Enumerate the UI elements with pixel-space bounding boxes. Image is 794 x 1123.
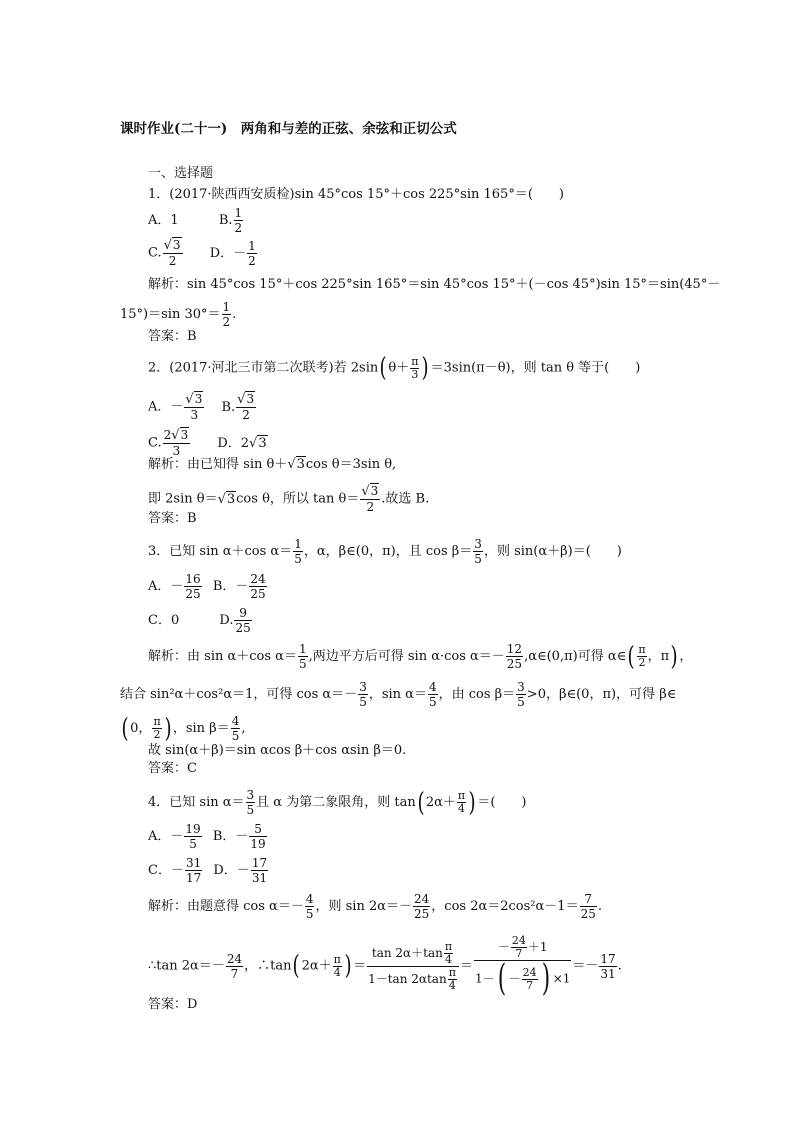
answer-label: 答案： [148, 329, 188, 344]
q2-solution-line1: 解析：由已知得 sin θ＋√3cos θ＝3sin θ, [148, 457, 397, 472]
q1-option-b: B. [218, 213, 233, 228]
q2-options-cd: C. $\frac{2√3}{3}$ D．2√3 [148, 428, 267, 458]
fraction: $\frac{√3}{3}$ [185, 392, 203, 422]
q2-option-d: D．2 [217, 435, 250, 451]
q4-solution-line2: ∴tan 2α＝－ $\frac{24}{7}$ ，∴tan( 2α＋ $\frac{\pi}{4}$ ) ＝ tan 2α＋tan $\frac{\pi}{4}$ 1－tan 2αtan $\frac{\pi}{4}$ ＝ － $\frac{24}{7}$ ＋1 1－( － $\frac{24}{7}$ ) ×1 ＝－ $\frac{17}{31}$ . [148, 934, 622, 999]
q2-options-ab [148, 392, 257, 422]
q3-option-b: B．－ [212, 579, 249, 594]
page-title: 课时作业(二十一) 两角和与差的正弦、余弦和正切公式 [120, 121, 457, 137]
fraction: $\frac{1}{2}$ [248, 238, 256, 268]
q3-option-a: A．－ [148, 579, 184, 594]
q2-option-c: C. [148, 435, 162, 451]
q2-solution-line2: 即 2sin θ＝√3cos θ，所以 tan θ＝ $\frac{√3}{2}$ .故选 B. [148, 484, 430, 514]
fraction: $\frac{2√3}{3}$ [163, 428, 189, 458]
tan-sum-fraction: tan 2α＋tan $\frac{\pi}{4}$ 1－tan 2αtan $\frac{\pi}{4}$ [367, 941, 459, 992]
q1-options-ab [148, 206, 244, 235]
q4-solution-line1: 解析：由题意得 cos α＝－ $\frac{4}{5}$ ，则 sin 2α＝－ $\frac{24}{25}$ ，cos 2α＝2cos²α－1＝ $\frac{7}{25}$ . [148, 892, 602, 921]
q4-answer: 答案：D [148, 997, 198, 1012]
q3-stem: 3．已知 sin α＋cos α＝ $\frac{1}{5}$ ，α，β∈(0，π)，且 cos β＝ $\frac{3}{5}$ ，则 sin(α＋β)＝( ) [148, 537, 622, 566]
q3-option-d: D. [219, 613, 234, 628]
q1-answer: 答案：B [148, 329, 197, 344]
fraction: $\frac{√3}{2}$ [163, 238, 181, 268]
q2-option-a: A．－ [148, 399, 184, 415]
q3-option-c: C．0 [148, 613, 180, 628]
fraction: $\frac{\pi}{3}$ [411, 354, 419, 381]
q1-option-a: A．1 [148, 213, 179, 228]
q1-solution-line2: 15°)＝sin 30°＝ $\frac{1}{2}$ . [120, 300, 237, 329]
fraction: $\frac{1}{2}$ [222, 300, 231, 329]
q4-option-c: C．－ [148, 863, 184, 878]
q4-options-ab: A．－ $\frac{19}{5}$ B．－ $\frac{5}{19}$ [148, 822, 266, 851]
q1-options-cd [148, 238, 258, 268]
fraction: $\frac{√3}{2}$ [361, 484, 379, 514]
fraction: $\frac{√3}{2}$ [237, 392, 255, 422]
q4-option-d: D．－ [213, 863, 250, 878]
q4-options-cd: C．－ $\frac{31}{17}$ D．－ $\frac{17}{31}$ [148, 856, 268, 885]
q1-stem: 1．(2017·陕西西安质检)sin 45°cos 15°＋cos 225°sin 165°＝( ) [148, 187, 564, 202]
q1-option-d: D．－ [209, 245, 247, 261]
fraction: $\frac{1}{2}$ [234, 206, 243, 235]
q2-answer: 答案：B [148, 511, 197, 526]
q4-option-b: B．－ [212, 829, 249, 844]
q3-answer: 答案：C [148, 761, 197, 776]
numeric-fraction: － $\frac{24}{7}$ ＋1 1－( － $\frac{24}{7}$ ) ×1 [474, 934, 571, 999]
q3-solution-line4: 故 sin(α＋β)＝sin αcos β＋cos αsin β＝0. [148, 743, 407, 758]
q3-options-ab: A．－ $\frac{16}{25}$ B．－ $\frac{24}{25}$ [148, 572, 266, 601]
q3-options-cd: C．0 D. $\frac{9}{25}$ [148, 606, 251, 635]
q2-option-b: B. [221, 399, 236, 415]
q1-solution-line1: 解析：sin 45°cos 15°＋cos 225°sin 165°＝sin 45°cos 15°＋(－cos 45°)sin 15°＝sin(45°－ [148, 277, 721, 292]
q3-solution-line3: ( 0， $\frac{\pi}{2}$ ) ，sin β＝ $\frac{4}{5}$ , [121, 713, 246, 744]
q3-solution-line2: 结合 sin²α＋cos²α＝1，可得 cos α＝－ $\frac{3}{5}$ ，sin α＝ $\frac{4}{5}$ ，由 cos β＝ $\frac{3}{5}$ >0，β∈(0，π)，可得 β∈ [120, 680, 677, 709]
q4-stem: 4．已知 sin α＝ $\frac{3}{5}$ 且 α 为第二象限角，则 tan( 2α＋ $\frac{\pi}{4}$ ) ＝( ) [148, 787, 527, 818]
q1-option-c: C. [148, 245, 162, 261]
q4-option-a: A．－ [148, 829, 184, 844]
q2-stem: 2．(2017·河北三市第二次联考)若 2sin( θ＋ $\frac{\pi}{3}$ ) ＝3sin(π－θ)，则 tan θ 等于( ) [148, 353, 641, 383]
section-heading: 一、选择题 [148, 166, 214, 181]
q3-solution-line1: 解析：由 sin α＋cos α＝ $\frac{1}{5}$ ,两边平方后可得 sin α·cos α＝－ $\frac{12}{25}$ ,α∈(0,π)可得 α∈( $\frac{\pi}{2}$ ，π) ， [148, 641, 693, 672]
solution-label: 解析： [148, 277, 188, 292]
